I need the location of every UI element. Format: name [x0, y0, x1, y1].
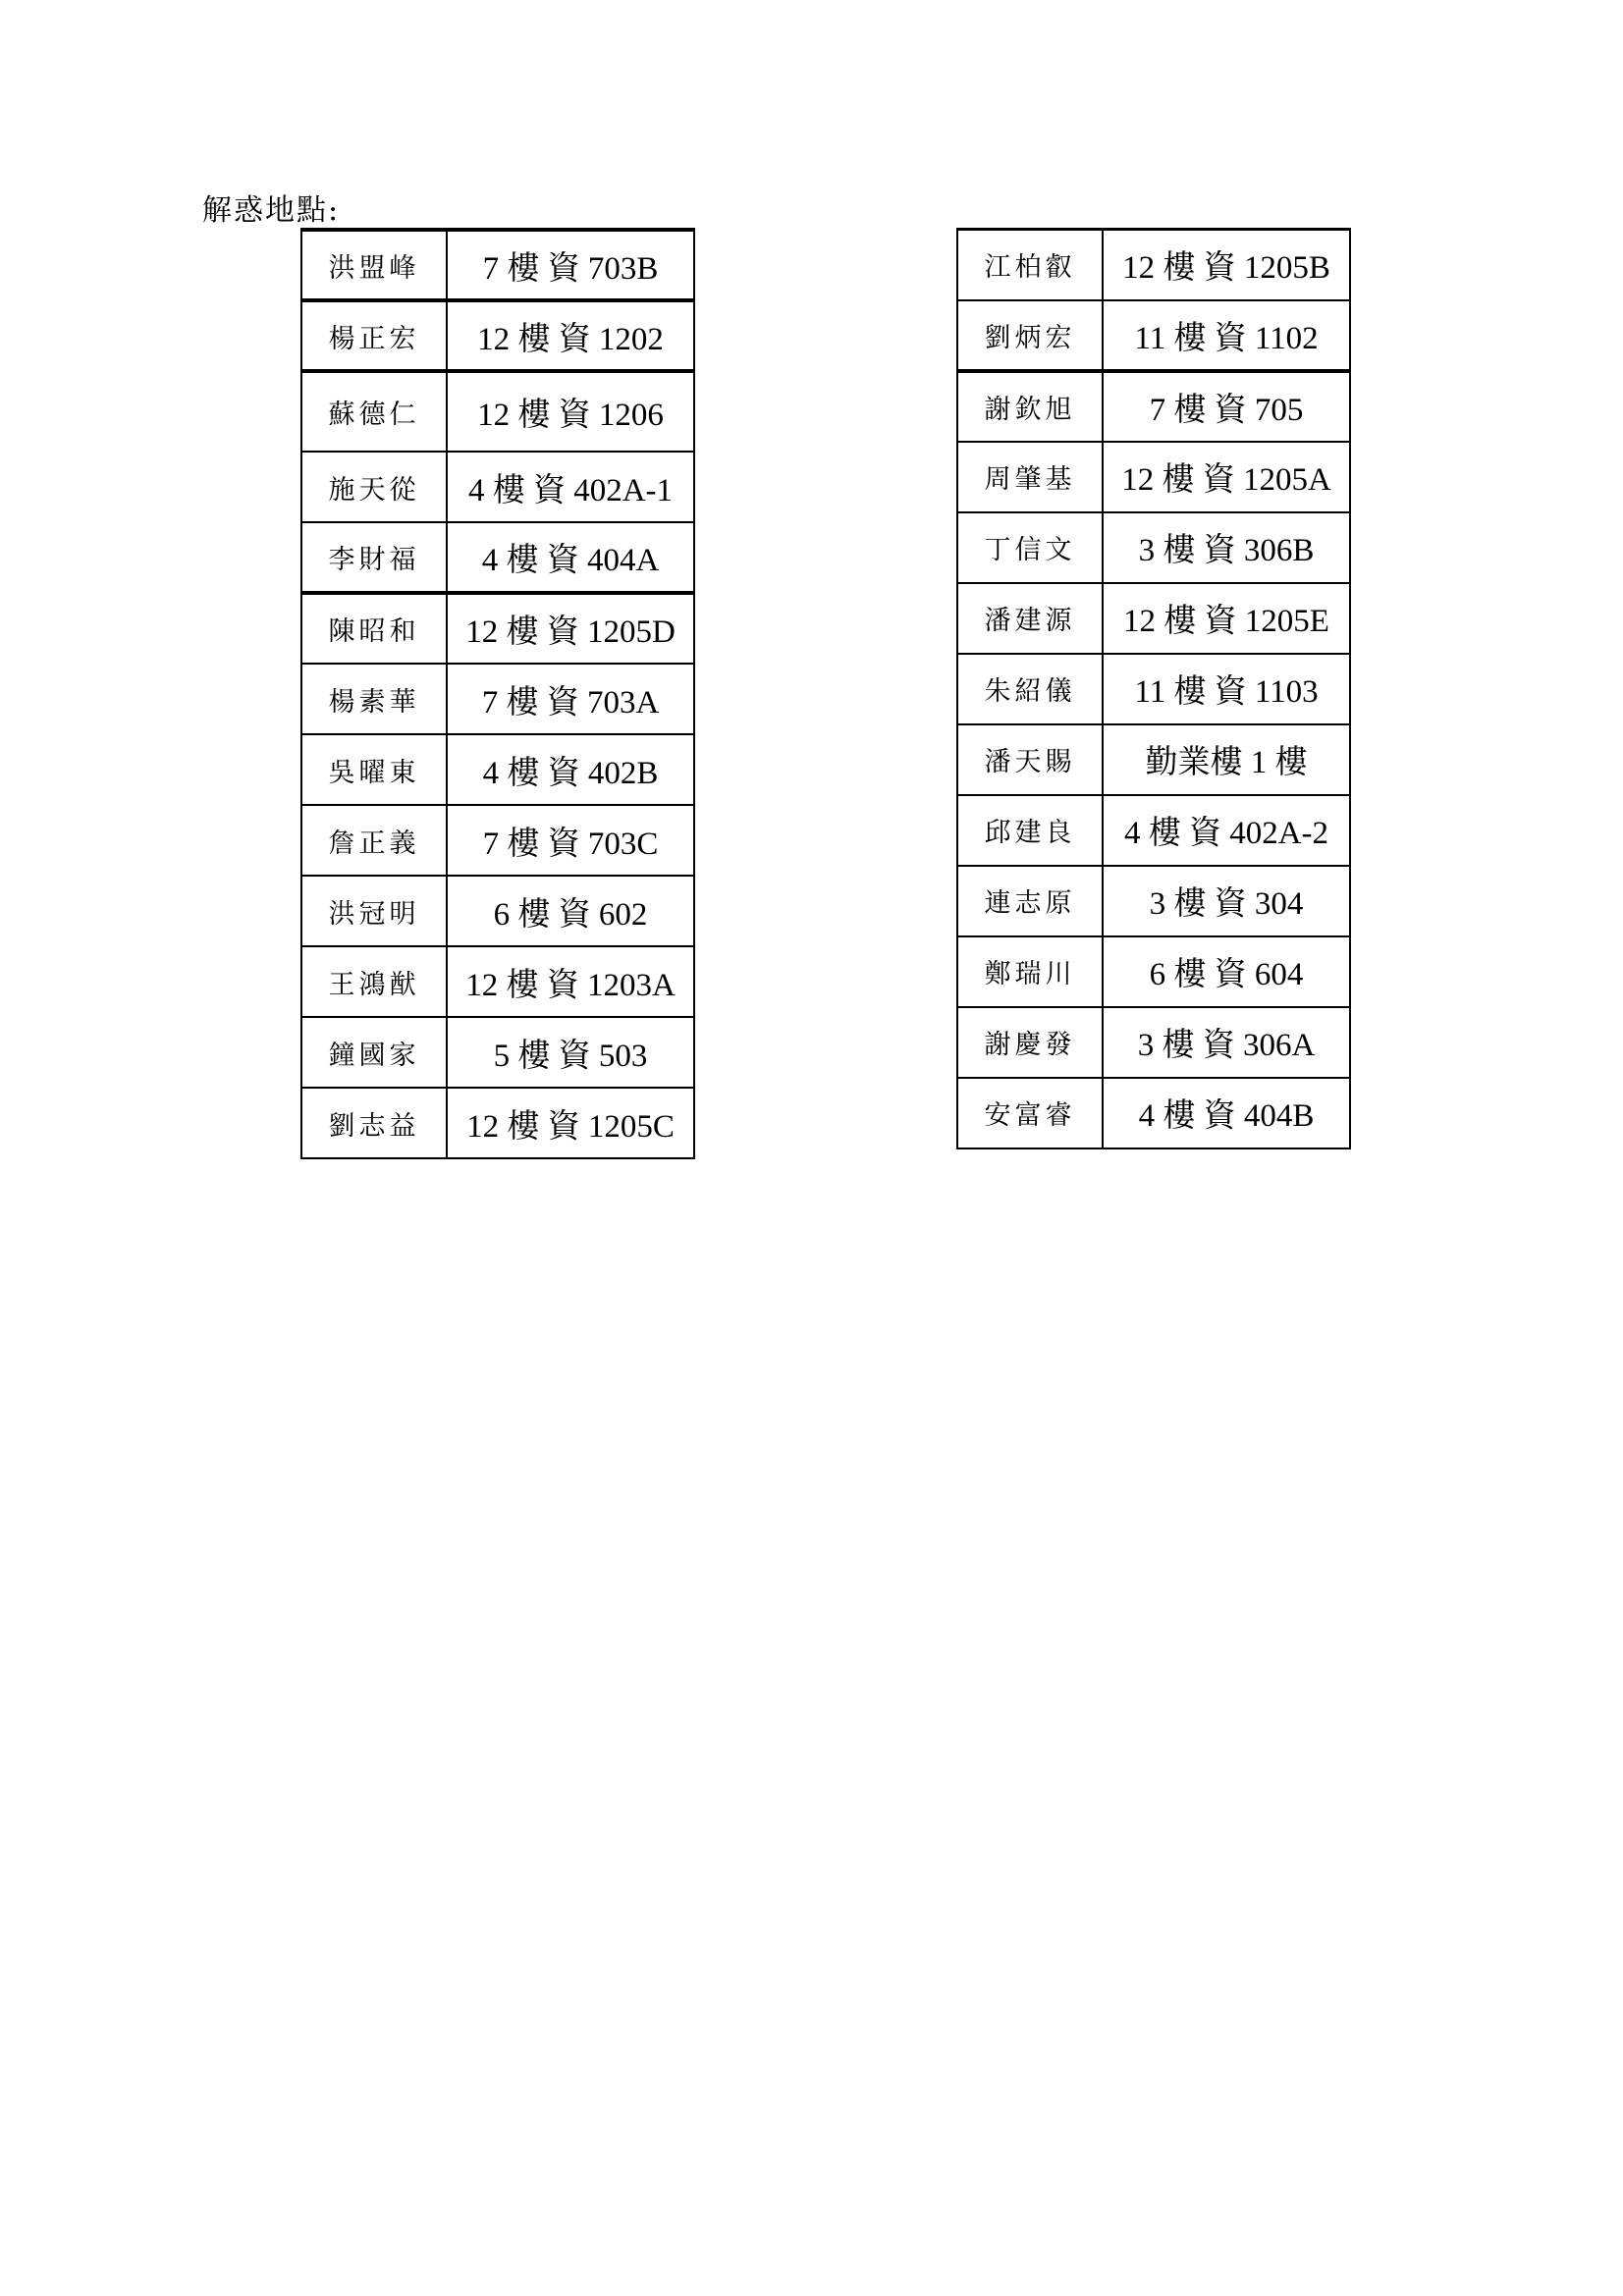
- table-row: [301, 1017, 694, 1088]
- table-row: [957, 795, 1350, 866]
- person-name: 鐘國家: [301, 1017, 447, 1088]
- office-location: 12 樓 資 1203A: [447, 946, 694, 1017]
- office-location: 5 樓 資 503: [447, 1017, 694, 1088]
- table-row: [301, 300, 694, 371]
- office-location: 勤業樓 1 樓: [1103, 724, 1350, 795]
- person-name: 施天從: [301, 452, 447, 522]
- person-name: 劉志益: [301, 1088, 447, 1158]
- office-location: 12 樓 資 1206: [447, 371, 694, 452]
- table-row: [301, 664, 694, 734]
- office-location: 4 樓 資 402B: [447, 734, 694, 805]
- office-location: 12 樓 資 1205A: [1103, 442, 1350, 512]
- person-name: 丁信文: [957, 512, 1103, 583]
- left-location-table: [300, 228, 695, 1159]
- person-name: 朱紹儀: [957, 654, 1103, 724]
- office-location: 4 樓 資 404A: [447, 522, 694, 593]
- table-row: [301, 522, 694, 593]
- person-name: 洪盟峰: [301, 230, 447, 300]
- person-name: 蘇德仁: [301, 371, 447, 452]
- office-location: 3 樓 資 306A: [1103, 1007, 1350, 1078]
- table-row: [957, 371, 1350, 442]
- table-row: [301, 452, 694, 522]
- table-row: [957, 442, 1350, 512]
- table-row: [957, 583, 1350, 654]
- table-row: [301, 734, 694, 805]
- person-name: 謝欽旭: [957, 371, 1103, 442]
- table-row: [957, 230, 1350, 300]
- table-row: [957, 866, 1350, 936]
- person-name: 詹正義: [301, 805, 447, 876]
- office-location: 7 樓 資 703B: [447, 230, 694, 300]
- table-row: [301, 805, 694, 876]
- person-name: 謝慶發: [957, 1007, 1103, 1078]
- table-row: [957, 654, 1350, 724]
- office-location: 12 樓 資 1205C: [447, 1088, 694, 1158]
- office-location: 12 樓 資 1205B: [1103, 230, 1350, 300]
- person-name: 鄭瑞川: [957, 936, 1103, 1007]
- person-name: 王鴻猷: [301, 946, 447, 1017]
- person-name: 劉炳宏: [957, 300, 1103, 371]
- person-name: 陳昭和: [301, 593, 447, 664]
- office-location: 12 樓 資 1205D: [447, 593, 694, 664]
- office-location: 4 樓 資 402A-1: [447, 452, 694, 522]
- person-name: 江柏叡: [957, 230, 1103, 300]
- person-name: 潘建源: [957, 583, 1103, 654]
- table-row: [301, 371, 694, 452]
- person-name: 邱建良: [957, 795, 1103, 866]
- office-location: 6 樓 資 604: [1103, 936, 1350, 1007]
- office-location: 11 樓 資 1103: [1103, 654, 1350, 724]
- office-location: 7 樓 資 703A: [447, 664, 694, 734]
- office-location: 6 樓 資 602: [447, 876, 694, 946]
- right-location-table: [956, 228, 1351, 1149]
- person-name: 李財福: [301, 522, 447, 593]
- person-name: 楊素華: [301, 664, 447, 734]
- table-row: [301, 876, 694, 946]
- table-row: [957, 936, 1350, 1007]
- table-row: [301, 593, 694, 664]
- office-location: 7 樓 資 703C: [447, 805, 694, 876]
- person-name: 周肇基: [957, 442, 1103, 512]
- table-row: [957, 300, 1350, 371]
- page-heading: 解惑地點:: [202, 193, 341, 228]
- office-location: 3 樓 資 304: [1103, 866, 1350, 936]
- person-name: 安富睿: [957, 1078, 1103, 1148]
- person-name: 洪冠明: [301, 876, 447, 946]
- office-location: 3 樓 資 306B: [1103, 512, 1350, 583]
- table-row: [957, 724, 1350, 795]
- table-row: [301, 946, 694, 1017]
- office-location: 11 樓 資 1102: [1103, 300, 1350, 371]
- table-row: [957, 1007, 1350, 1078]
- person-name: 潘天賜: [957, 724, 1103, 795]
- table-row: [957, 512, 1350, 583]
- table-row: [957, 1078, 1350, 1148]
- person-name: 連志原: [957, 866, 1103, 936]
- person-name: 楊正宏: [301, 300, 447, 371]
- office-location: 12 樓 資 1202: [447, 300, 694, 371]
- table-row: [301, 1088, 694, 1158]
- office-location: 4 樓 資 404B: [1103, 1078, 1350, 1148]
- office-location: 12 樓 資 1205E: [1103, 583, 1350, 654]
- office-location: 4 樓 資 402A-2: [1103, 795, 1350, 866]
- office-location: 7 樓 資 705: [1103, 371, 1350, 442]
- person-name: 吳曜東: [301, 734, 447, 805]
- table-row: [301, 230, 694, 300]
